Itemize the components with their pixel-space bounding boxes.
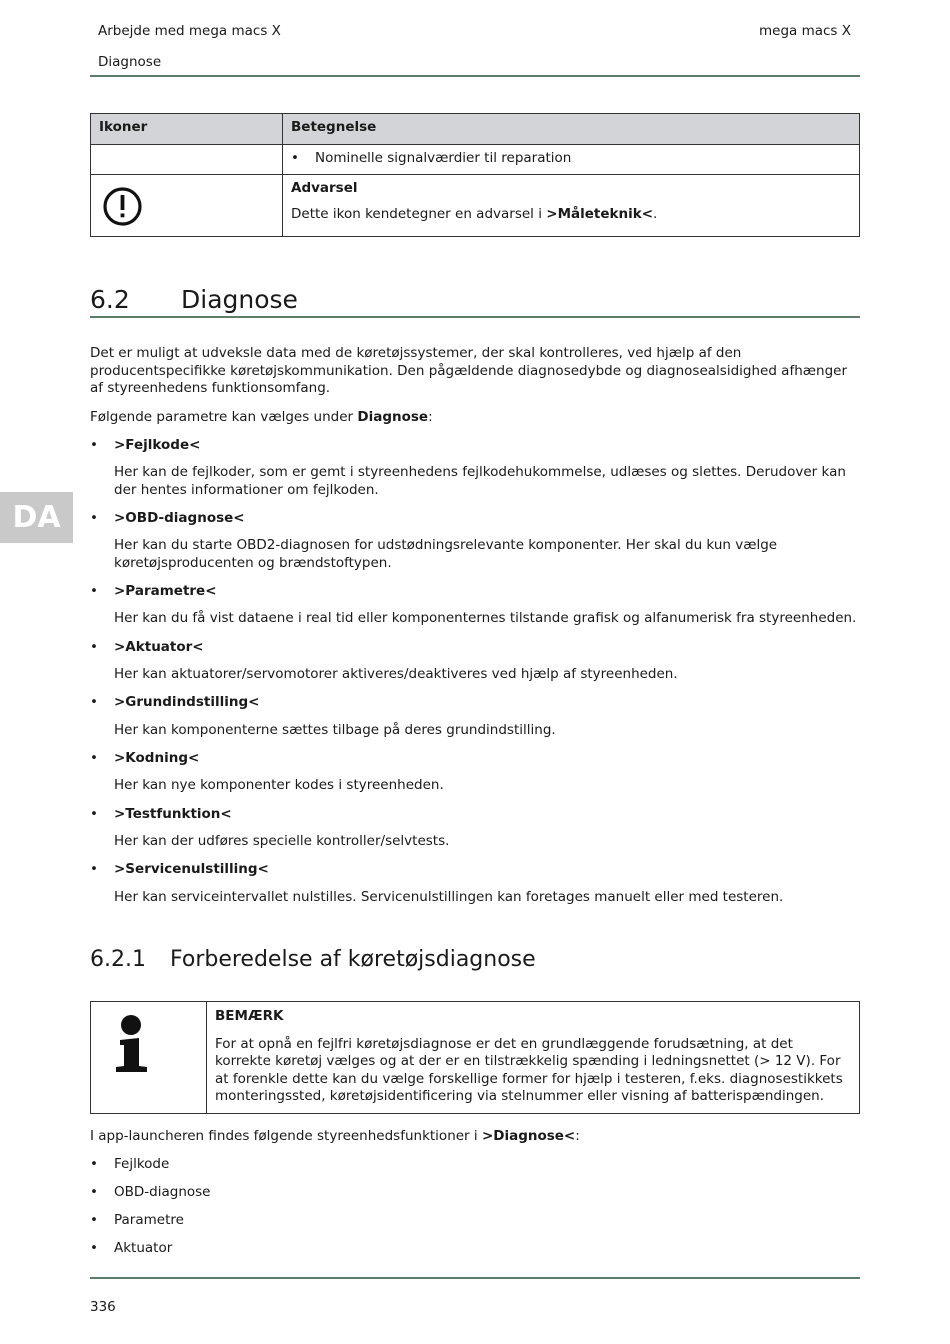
icon-table bbox=[90, 113, 860, 237]
header-chapter: Arbejde med mega macs X bbox=[98, 23, 281, 39]
table-cell-icon bbox=[91, 175, 283, 237]
bullet: • bbox=[90, 694, 98, 710]
bullet: • bbox=[90, 1184, 98, 1200]
warning-text-bold: >Måleteknik< bbox=[546, 206, 654, 222]
params-intro bbox=[90, 409, 860, 427]
list-item-desc: Her kan aktuatorer/servomotorer aktiveres/deaktiveres ved hjælp af styreenheden. bbox=[114, 666, 678, 682]
table-row bbox=[91, 145, 860, 175]
section-intro: Det er muligt at udveksle data med de køretøjssystemer, der skal kontrolleres, ved hjælp af den producentspecifikke køretøjskommunikation. Den pågældende diagnosedybde og diagnosealsidighed afhænger af styreenhedens funktionsomfang. bbox=[90, 345, 848, 396]
note-title: BEMÆRK bbox=[215, 1008, 284, 1024]
list-item-label: >Kodning< bbox=[114, 750, 200, 766]
warning-icon bbox=[102, 186, 143, 227]
table-cell bbox=[283, 175, 860, 237]
params-intro-pre: Følgende parametre kan vælges under bbox=[90, 409, 358, 425]
list-item-label: Aktuator bbox=[114, 1240, 173, 1256]
subsection-title: Forberedelse af køretøjsdiagnose bbox=[170, 947, 536, 972]
section-heading bbox=[90, 285, 860, 318]
bullet: • bbox=[90, 861, 98, 877]
bullet: • bbox=[90, 510, 98, 526]
list-item-desc: Her kan der udføres specielle kontroller/selvtests. bbox=[114, 833, 450, 849]
note-icon-cell bbox=[91, 1002, 207, 1114]
launcher-intro-bold: >Diagnose< bbox=[481, 1128, 576, 1144]
list-item-desc: Her kan komponenterne sættes tilbage på deres grundindstilling. bbox=[114, 722, 556, 738]
bullet: • bbox=[90, 750, 98, 766]
bullet: • bbox=[90, 1212, 98, 1228]
list-item-label: >Servicenulstilling< bbox=[114, 861, 269, 877]
header-rule bbox=[90, 75, 860, 77]
list-item-desc: Her kan de fejlkoder, som er gemt i styreenhedens fejlkodehukommelse, udlæses og slettes. Derudover kan der hentes informationer om fejlkoden. bbox=[114, 464, 846, 498]
table-row bbox=[91, 175, 860, 237]
bullet-text: Nominelle signalværdier til reparation bbox=[315, 150, 572, 166]
warning-text-post: . bbox=[653, 206, 658, 222]
bullet: • bbox=[291, 150, 299, 166]
section-rule bbox=[90, 316, 860, 318]
note-text: For at opnå en fejlfri køretøjsdiagnose er det en grundlæggende forudsætning, at det korrekte køretøj vælges og at der er en tilstrækkelig spænding i ledningsnettet (> 12 V). For at forenkle dette kan du vælge forskellige former for hjælp i testeren, f.eks. diagnosestikkets monteringssted, køretøjsidentificering via stelnummer eller visning af batterispændingen. bbox=[215, 1035, 843, 1104]
list-item-label: OBD-diagnose bbox=[114, 1184, 211, 1200]
params-intro-post: : bbox=[428, 409, 433, 425]
icon-table-header bbox=[91, 114, 860, 145]
col-icons-header: Ikoner bbox=[91, 114, 283, 145]
list-item-label: >Parametre< bbox=[114, 583, 217, 599]
list-item-label: Fejlkode bbox=[114, 1156, 170, 1172]
warning-text bbox=[291, 206, 657, 222]
page-number: 336 bbox=[90, 1299, 116, 1315]
list-item-label: >OBD-diagnose< bbox=[114, 510, 245, 526]
list-item-desc: Her kan du starte OBD2-diagnosen for udstødningsrelevante komponenter. Her skal du kun vælge køretøjsproducenten og brændstoftypen. bbox=[114, 537, 778, 571]
list-item-desc: Her kan serviceintervallet nulstilles. Servicenulstillingen kan foretages manuelt eller med testeren. bbox=[114, 889, 784, 905]
table-row bbox=[91, 1002, 860, 1114]
list-item-label: >Aktuator< bbox=[114, 639, 204, 655]
bullet: • bbox=[90, 806, 98, 822]
section-number: 6.2 bbox=[90, 285, 130, 314]
subsection-number: 6.2.1 bbox=[90, 947, 146, 972]
section-title: Diagnose bbox=[181, 285, 298, 314]
header-section: Diagnose bbox=[98, 54, 162, 70]
params-intro-bold: Diagnose bbox=[357, 409, 429, 425]
launcher-intro-post: : bbox=[575, 1128, 580, 1144]
bullet: • bbox=[90, 1240, 98, 1256]
list-item-label: >Fejlkode< bbox=[114, 437, 201, 453]
note-box bbox=[90, 1001, 860, 1114]
header-product: mega macs X bbox=[758, 23, 851, 39]
list-item-label: >Testfunktion< bbox=[114, 806, 232, 822]
warning-text-pre: Dette ikon kendetegner en advarsel i bbox=[291, 206, 547, 222]
list-item-label: Parametre bbox=[114, 1212, 184, 1228]
warning-title: Advarsel bbox=[291, 180, 358, 196]
table-cell-empty bbox=[91, 145, 283, 175]
footer-rule bbox=[90, 1277, 860, 1279]
bullet: • bbox=[90, 1156, 98, 1172]
list-item-desc: Her kan nye komponenter kodes i styreenheden. bbox=[114, 777, 444, 793]
list-item-desc: Her kan du få vist dataene i real tid eller komponenternes tilstande grafisk og alfanumerisk fra styreenheden. bbox=[114, 610, 857, 626]
language-tab: DA bbox=[0, 492, 73, 543]
bullet: • bbox=[90, 639, 98, 655]
table-cell bbox=[283, 145, 860, 175]
bullet: • bbox=[90, 583, 98, 599]
list-item-label: >Grundindstilling< bbox=[114, 694, 260, 710]
launcher-intro bbox=[90, 1128, 860, 1146]
info-icon bbox=[113, 1014, 153, 1074]
bullet: • bbox=[90, 437, 98, 453]
launcher-intro-pre: I app-launcheren findes følgende styreenhedsfunktioner i bbox=[90, 1128, 482, 1144]
col-name-header: Betegnelse bbox=[283, 114, 860, 145]
note-content bbox=[207, 1002, 860, 1114]
